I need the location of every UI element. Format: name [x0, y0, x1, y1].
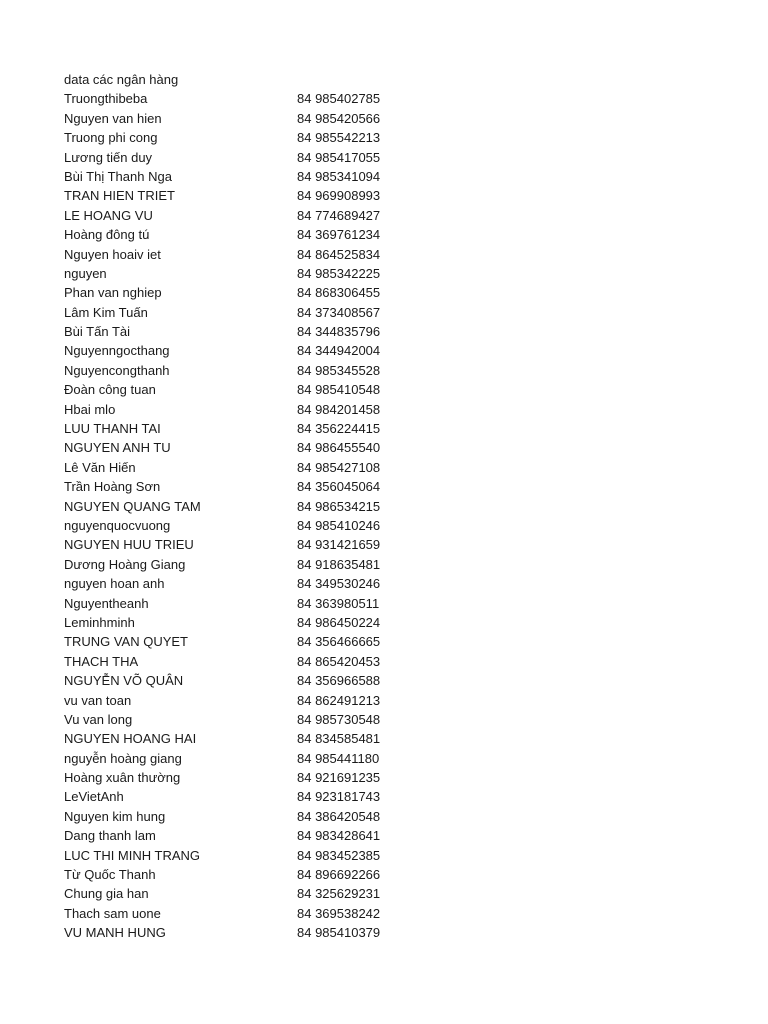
contact-name: LUC THI MINH TRANG: [64, 847, 201, 863]
list-item: [64, 923, 704, 942]
list-item: [64, 458, 704, 477]
contact-phone: 84 363980511: [297, 595, 380, 611]
list-item: [64, 400, 704, 419]
contact-phone: 84 969908993: [297, 188, 381, 204]
contact-phone: 84 325629231: [297, 886, 381, 902]
list-item: [64, 671, 704, 690]
list-item: [64, 341, 704, 360]
list-item: [64, 710, 704, 729]
contact-name: Lê Văn Hiến: [64, 459, 136, 475]
contact-phone: 84 369538242: [297, 905, 381, 921]
list-item: [64, 749, 704, 768]
contact-phone: 84 344835796: [297, 324, 381, 340]
list-item: [64, 807, 704, 826]
contact-phone: 84 985420566: [297, 110, 381, 126]
contact-name: Thach sam uone: [64, 905, 161, 921]
contact-phone: 84 349530246: [297, 576, 381, 592]
contact-phone: 84 986455540: [297, 440, 381, 456]
list-item: [64, 884, 704, 903]
contact-phone: 84 983428641: [297, 828, 381, 844]
contact-phone: 84 985345528: [297, 362, 381, 378]
list-item: [64, 574, 704, 593]
contact-phone: 84 985341094: [297, 168, 381, 184]
contact-name: Đoàn công tuan: [64, 382, 156, 398]
contact-name: NGUYEN HUU TRIEU: [64, 537, 194, 553]
contact-name: Lâm Kim Tuấn: [64, 304, 148, 320]
contact-phone: 84 931421659: [297, 537, 381, 553]
contact-phone: 84 896692266: [297, 867, 381, 883]
document-title: data các ngân hàng: [64, 72, 179, 87]
contact-name: vu van toan: [64, 692, 132, 708]
contact-phone: 84 865420453: [297, 653, 381, 669]
list-item: [64, 245, 704, 264]
list-item: [64, 768, 704, 787]
contact-name: Hoàng xuân thường: [64, 770, 181, 786]
contact-name: Trần Hoàng Sơn: [64, 479, 161, 495]
contact-name: NGUYEN ANH TU: [64, 440, 171, 456]
list-item: [64, 89, 704, 108]
contact-name: Nguyen hoaiv iet: [64, 246, 161, 262]
contact-name: LE HOANG VU: [64, 207, 153, 223]
contact-phone: 84 356966588: [297, 673, 381, 689]
contact-phone: 84 862491213: [297, 692, 381, 708]
contact-name: NGUYEN QUANG TAM: [64, 498, 201, 514]
list-item: [64, 206, 704, 225]
contact-phone: 84 356466665: [297, 634, 381, 650]
list-item: [64, 826, 704, 845]
list-item: [64, 787, 704, 806]
contact-phone: 84 986534215: [297, 498, 381, 514]
list-item: [64, 109, 704, 128]
contact-name: Chung gia han: [64, 886, 149, 902]
contact-phone: 84 984201458: [297, 401, 381, 417]
list-item: [64, 322, 704, 341]
contact-phone: 84 985441180: [297, 750, 380, 766]
contact-phone: 84 986450224: [297, 614, 381, 630]
contact-phone: 84 864525834: [297, 246, 381, 262]
contact-name: Nguyen kim hung: [64, 808, 166, 824]
list-item: [64, 438, 704, 457]
list-item: [64, 148, 704, 167]
contact-name: Dang thanh lam: [64, 828, 156, 844]
document-sheet: [64, 70, 704, 943]
list-item: [64, 419, 704, 438]
contact-name: Từ Quốc Thanh: [64, 867, 156, 883]
contact-phone: 84 985542213: [297, 130, 381, 146]
contact-phone: 84 985402785: [297, 91, 381, 107]
list-item: [64, 497, 704, 516]
contact-name: Nguyen van hien: [64, 110, 162, 126]
contact-name: Hoàng đông tú: [64, 227, 150, 243]
contact-name: Vu van long: [64, 711, 133, 727]
list-item: [64, 729, 704, 748]
contact-phone: 84 985342225: [297, 265, 381, 281]
contact-name: nguyen: [64, 265, 107, 281]
contact-phone: 84 386420548: [297, 808, 381, 824]
contact-phone: 84 921691235: [297, 770, 381, 786]
contact-phone: 84 985427108: [297, 459, 381, 475]
list-item: [64, 128, 704, 147]
contact-phone: 84 356224415: [297, 421, 381, 437]
contact-phone: 84 868306455: [297, 285, 381, 301]
list-item: [64, 846, 704, 865]
list-item: [64, 361, 704, 380]
contact-name: Bùi Tấn Tài: [64, 324, 131, 340]
contact-name: Nguyenngocthang: [64, 343, 170, 359]
list-item: [64, 594, 704, 613]
contact-phone: 84 985730548: [297, 711, 381, 727]
contact-phone: 84 834585481: [297, 731, 381, 747]
contact-phone: 84 373408567: [297, 304, 381, 320]
contact-name: Phan van nghiep: [64, 285, 162, 301]
contact-name: NGUYEN HOANG HAI: [64, 731, 197, 747]
list-item: [64, 555, 704, 574]
contact-phone: 84 918635481: [297, 556, 381, 572]
contact-name: NGUYỄN VÕ QUÂN: [64, 673, 184, 689]
contact-name: nguyễn hoàng giang: [64, 750, 182, 766]
list-item: [64, 477, 704, 496]
contact-phone: 84 356045064: [297, 479, 381, 495]
contact-name: THACH THA: [64, 653, 139, 669]
contact-name: TRUNG VAN QUYET: [64, 634, 188, 650]
contact-name: TRAN HIEN TRIET: [64, 188, 175, 204]
contact-list: [64, 89, 704, 942]
contact-name: Truong phi cong: [64, 130, 158, 146]
contact-name: Nguyentheanh: [64, 595, 149, 611]
contact-phone: 84 985410379: [297, 925, 381, 941]
contact-name: Dương Hoàng Giang: [64, 556, 186, 572]
contact-phone: 84 983452385: [297, 847, 381, 863]
list-item: [64, 303, 704, 322]
list-item: [64, 186, 704, 205]
contact-name: Hbai mlo: [64, 401, 116, 417]
contact-name: Bùi Thị Thanh Nga: [64, 168, 172, 184]
list-item: [64, 865, 704, 884]
list-item: [64, 535, 704, 554]
list-item: [64, 380, 704, 399]
contact-phone: 84 985417055: [297, 149, 381, 165]
contact-name: Nguyencongthanh: [64, 362, 170, 378]
contact-phone: 84 985410548: [297, 382, 381, 398]
contact-phone: 84 369761234: [297, 227, 381, 243]
list-item: [64, 652, 704, 671]
contact-phone: 84 774689427: [297, 207, 381, 223]
contact-name: Lương tiến duy: [64, 149, 153, 165]
contact-phone: 84 985410246: [297, 517, 381, 533]
list-item: [64, 264, 704, 283]
list-item: [64, 167, 704, 186]
list-item: [64, 225, 704, 244]
contact-name: nguyen hoan anh: [64, 576, 165, 592]
list-item: [64, 283, 704, 302]
contact-phone: 84 923181743: [297, 789, 381, 805]
list-item: [64, 691, 704, 710]
contact-name: Truongthibeba: [64, 91, 148, 107]
contact-name: LUU THANH TAI: [64, 421, 161, 437]
contact-name: Leminhminh: [64, 614, 135, 630]
list-item: [64, 904, 704, 923]
contact-name: LeVietAnh: [64, 789, 124, 805]
list-item: [64, 516, 704, 535]
list-item: [64, 632, 704, 651]
list-item: [64, 613, 704, 632]
contact-phone: 84 344942004: [297, 343, 381, 359]
contact-name: VU MANH HUNG: [64, 925, 166, 941]
contact-name: nguyenquocvuong: [64, 517, 171, 533]
